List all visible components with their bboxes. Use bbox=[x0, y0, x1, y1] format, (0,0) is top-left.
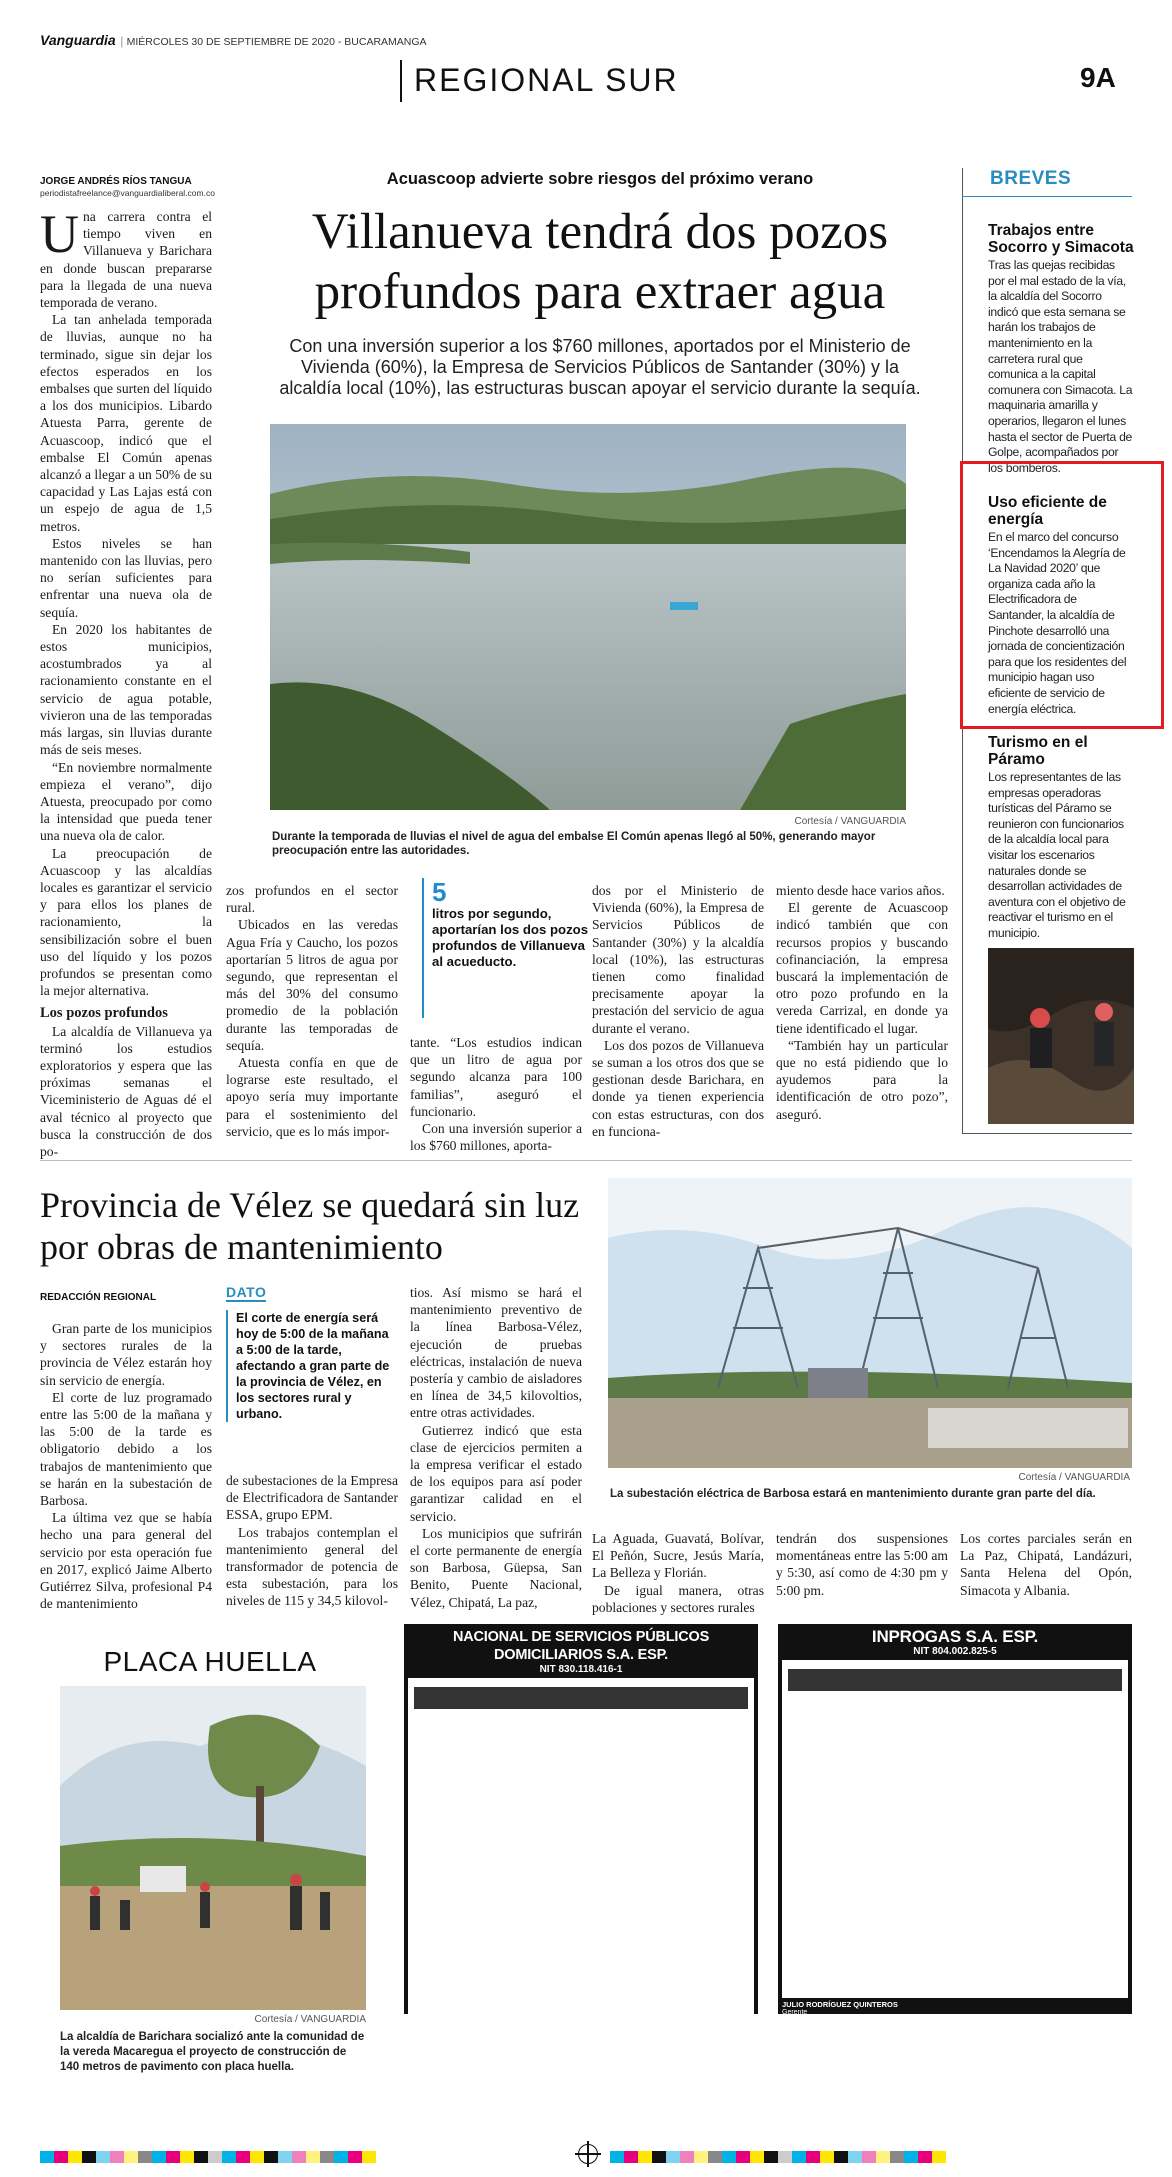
paragraph: El gerente de Acuascoop indicó también que con recursos propios y buscando cofinanciación, la empresa buscará la implementación de otro pozo profundo en la vereda Carrizal, en donde ya tiene identificado el lugar. bbox=[776, 900, 948, 1036]
registration-mark bbox=[578, 2144, 598, 2164]
main-article-col3 bbox=[410, 1034, 582, 1154]
kicker: Acuascoop advierte sobre riesgos del próximo verano bbox=[386, 170, 814, 188]
main-article-col1 bbox=[40, 204, 212, 1160]
paragraph: “También hay un particular que no está pidiendo que lo ayudemos para la identificación de otro pozo”, aseguró. bbox=[776, 1037, 948, 1122]
second-article-col4 bbox=[592, 1530, 764, 1616]
second-byline: REDACCIÓN REGIONAL bbox=[40, 1292, 157, 1303]
paragraph: El corte de luz programado entre las 5:00 de la mañana y las 5:00 de la tarde es obligatorio debido a los trabajos de mantenimiento que se harán en la subestación de Barbosa. bbox=[40, 1389, 212, 1509]
paragraph: Los trabajos contemplan el mantenimiento general del transformador de potencia de esta subestación, para los niveles de 115 y 34,5 kilovol- bbox=[226, 1524, 398, 1609]
main-article-col4 bbox=[592, 882, 764, 1140]
ad-company-name: INPROGAS S.A. ESP. bbox=[871, 1627, 1039, 1646]
deck: Con una inversión superior a los $760 millones, aportados por el Ministerio de Vivienda (60%), la Empresa de Servicios Públicos de Santander (30%) y la alcaldía local (10%), las estructuras buscan apoyar el servicio durante la sequía. bbox=[279, 336, 921, 398]
main-article-col2 bbox=[226, 882, 398, 1140]
factoid-text: litros por segundo, aportarían los dos pozos profundos de Villanueva al acueducto. bbox=[432, 906, 589, 969]
second-article-col2 bbox=[226, 1472, 398, 1610]
lake-photo bbox=[270, 424, 906, 810]
ad-tariff-body bbox=[408, 1678, 754, 2016]
paragraph: tendrán dos suspensiones momentáneas entre las 5:00 am y 5:30, así como de 4:30 pm y 5:00 pm. bbox=[776, 1531, 948, 1598]
substation-photo-caption: La subestación eléctrica de Barbosa estará en mantenimiento durante gran parte del día. bbox=[610, 1488, 1096, 1500]
paragraph: zos profundos en el sector rural. bbox=[226, 883, 398, 916]
factoid-box bbox=[422, 878, 590, 1018]
lake-illustration bbox=[270, 424, 906, 810]
cave-illustration bbox=[988, 948, 1134, 1124]
paragraph: La tan anhelada temporada de lluvias, aunque no ha terminado, sigue sin dejar los efectos esperados en los embalses que surten del líquido a los dos municipios. Libardo Atuesta Parra, gerente de Acuascoop, indicó que el embalse El Común apenas alcanzó a llegar a un 50% de su capacidad y Las Lajas está con un espejo de agua de 1,5 metros. bbox=[40, 312, 212, 534]
paragraph: Los municipios que sufrirán el corte permanente de energía son Barbosa, Güepsa, San Benito, Puente Nacional, Vélez, Chipatá, La paz, bbox=[410, 1525, 582, 1610]
paragraph: La última vez que se había hecho una para general del servicio por esta operación fue en 2017, explicó Jaime Alberto Gutiérrez Silva, profesional P4 de mantenimiento bbox=[40, 1510, 212, 1612]
placa-photo-credit: Cortesía / VANGUARDIA bbox=[254, 2014, 366, 2025]
breve-item bbox=[988, 734, 1134, 942]
paragraph: de subestaciones de la Empresa de Electrificadora de Santander ESSA, grupo EPM. bbox=[226, 1473, 398, 1523]
tariff-table bbox=[788, 1669, 1122, 1691]
second-article-col5 bbox=[776, 1530, 948, 1599]
paragraph: Gran parte de los municipios y sectores rurales de la provincia de Vélez estarán hoy sin servicio de energía. bbox=[40, 1321, 212, 1388]
headline: Villanueva tendrá dos pozos profundos para extraer agua bbox=[311, 204, 889, 320]
paragraph: tios. Así mismo se hará el mantenimiento preventivo de la línea Barbosa-Vélez, ejecución de pruebas eléctricas, instalación de nueva postería y cambio de aisladores en línea de 34,5 kilovoltios, entre otras actividades. bbox=[410, 1285, 582, 1421]
paragraph: Una carrera contra el tiempo viven en Villanueva y Barichara en donde buscan prepararse para la llegada de una nueva temporada de verano. bbox=[40, 204, 212, 311]
paragraph: “En noviembre normalmente empieza el verano”, dijo Atuesta, preocupado por como la intensidad que pueda tener una nueva ola de calor. bbox=[40, 759, 212, 844]
author-email: periodistafreelance@vanguardialiberal.com.co bbox=[40, 188, 215, 198]
breve-item bbox=[988, 494, 1134, 717]
paragraph: La Aguada, Guavatá, Bolívar, El Peñón, Sucre, Jesús María, La Belleza y Florián. bbox=[592, 1531, 764, 1581]
second-article-col3 bbox=[410, 1284, 582, 1611]
paragraph: La preocupación de Acuascoop y las alcaldías locales es garantizar el servicio y para ellos los planes de racionamiento, la sensibilización sobre el buen uso del líquido y los pozos profundos se presentan como la mejor alternativa. bbox=[40, 845, 212, 999]
paragraph: Atuesta confía en que de lograrse este resultado, el apoyo sería muy importante para el sostenimiento del servicio, que es lo más impor- bbox=[226, 1055, 398, 1139]
ad-company-name: NACIONAL DE SERVICIOS PÚBLICOS DOMICILIARIOS S.A. ESP. bbox=[452, 1629, 710, 1663]
brand-logo: Vanguardia bbox=[40, 32, 116, 48]
section-divider bbox=[400, 60, 402, 102]
paragraph: tante. “Los estudios indican que un litro de agua por segundo alcanza para 100 familias”, aseguró el funcionario. bbox=[410, 1035, 582, 1119]
breve-title: Uso eficiente de energía bbox=[988, 494, 1107, 528]
ad-inprogas bbox=[778, 1624, 1132, 2014]
second-article-col6 bbox=[960, 1530, 1132, 1599]
ad-signer-role: Presidente bbox=[408, 2027, 442, 2034]
second-article-col1 bbox=[40, 1320, 212, 1612]
section-title: REGIONAL SUR bbox=[414, 62, 679, 98]
dato-label: DATO bbox=[226, 1284, 267, 1300]
subhead: Los pozos profundos bbox=[40, 1005, 168, 1022]
section-rule bbox=[40, 1160, 1132, 1161]
ad-signer-role: Gerente bbox=[782, 2009, 808, 2016]
ad-nacional bbox=[404, 1624, 758, 2034]
breve-text: En el marco del concurso ‘Encendamos la Alegría de La Navidad 2020’ que organiza cada año la Electrificadora de Santander, la alcaldía de Pinchote desarrolló una jornada de concientización para que los residentes del municipio hagan uso eficiente de servicio de energía eléctrica. bbox=[988, 530, 1127, 716]
lake-photo-credit: Cortesía / VANGUARDIA bbox=[794, 816, 906, 827]
author-name: JORGE ANDRÉS RÍOS TANGUA bbox=[40, 176, 192, 187]
breves-bottom-rule bbox=[962, 1133, 1132, 1134]
paragraph: Ubicados en las veredas Agua Fría y Caucho, los pozos aportarían 5 litros de agua por segundo, que representan el más del 30% del consumo promedio de la población durante las temporadas de sequía. bbox=[226, 917, 398, 1053]
paragraph: Estos niveles se han mantenido con las lluvias, pero no serían suficientes para enfrentar una nueva ola de sequía. bbox=[40, 535, 212, 620]
substation-illustration bbox=[608, 1178, 1132, 1468]
placa-photo bbox=[60, 1686, 366, 2010]
masthead: Vanguardia | MIÉRCOLES 30 DE SEPTIEMBRE DE 2020 - BUCARAMANGA bbox=[40, 32, 427, 48]
lake-photo-caption: Durante la temporada de lluvias el nivel de agua del embalse El Común apenas llegó al 50%, generando mayor preocupación entre las autoridades. bbox=[272, 831, 876, 857]
paragraph: miento desde hace varios años. bbox=[776, 883, 945, 898]
paragraph: Con una inversión superior a los $760 millones, aporta- bbox=[410, 1121, 582, 1154]
dato-text: El corte de energía será hoy de 5:00 de la mañana a 5:00 de la tarde, afectando a gran parte de la provincia de Vélez, en los sectores rural y urbano. bbox=[226, 1310, 398, 1422]
paragraph: Los cortes parciales serán en La Paz, Chipatá, Landázuri, Santa Helena del Opón, Simacota y Albania. bbox=[960, 1531, 1132, 1598]
second-headline: Provincia de Vélez se quedará sin luz por obras de mantenimiento bbox=[40, 1185, 580, 1267]
page-number: 9A bbox=[1080, 62, 1116, 93]
substation-photo bbox=[608, 1178, 1132, 1468]
ad-signer: JULIO RODRÍGUEZ QUINTEROS bbox=[782, 2000, 898, 2009]
breves-header: BREVES bbox=[990, 168, 1072, 189]
factoid-number: 5 bbox=[432, 877, 447, 907]
road-meeting-illustration bbox=[60, 1686, 366, 2010]
substation-photo-credit: Cortesía / VANGUARDIA bbox=[1018, 1472, 1130, 1483]
ad-nit: NIT 830.118.416-1 bbox=[539, 1664, 623, 1675]
breve-item bbox=[988, 222, 1134, 476]
breve-title: Trabajos entre Socorro y Simacota bbox=[988, 222, 1134, 256]
masthead-date: MIÉRCOLES 30 DE SEPTIEMBRE DE 2020 - BUCARAMANGA bbox=[126, 36, 427, 48]
tariff-table bbox=[414, 1687, 748, 1709]
ad-nit: NIT 804.002.825-5 bbox=[913, 1646, 997, 1657]
paragraph: dos por el Ministerio de Vivienda (60%), la Empresa de Servicios Públicos de Santander (30%) y la alcaldía local (10%), las estructuras tienen como finalidad precisamente apoyar la prestación del servicio de agua durante el verano. bbox=[592, 883, 764, 1036]
paragraph: Gutierrez indicó que esta clase de ejercicios permiten a la empresa verificar el estado de los equipos para así poder garantizar calidad en el servicio. bbox=[410, 1422, 582, 1524]
dato-box bbox=[226, 1284, 398, 1422]
print-color-bar-left bbox=[40, 2150, 376, 2162]
breves-header-rule bbox=[962, 196, 1132, 197]
main-article-col5 bbox=[776, 882, 948, 1123]
print-color-bar-right bbox=[610, 2150, 946, 2162]
breve-text: Tras las quejas recibidas por el mal estado de la vía, la alcaldía del Socorro indicó que esta semana se harán los trabajos de mantenimiento en la carretera rural que comunica a la capital comunera con Simacota. La maquinaria amarilla y operarios, llegaron el lunes hasta el sector de Puerta de Golpe, acompañados por los bomberos. bbox=[988, 258, 1133, 475]
paragraph: En 2020 los habitantes de estos municipios, acostumbrados ya al racionamiento constante en el servicio de agua potable, vivieron una de las temporadas más largas, sin lluvias durante más de seis meses. bbox=[40, 621, 212, 758]
breve-text: Los representantes de las empresas operadoras turísticas del Páramo se reunieron con funcionarios de la alcaldía local para visitar los escenarios naturales donde se desarrollan actividades de aventura con el objetivo de reactivar el turismo en el municipio. bbox=[988, 770, 1126, 940]
ad-tariff-body bbox=[782, 1660, 1128, 1998]
paragraph: Los dos pozos de Villanueva se suman a los otros dos que se gestionan desde Barichara, en donde ya tienen experiencia con estas estructuras, con dos en funciona- bbox=[592, 1037, 764, 1139]
paragraph: La alcaldía de Villanueva ya terminó los estudios exploratorios y espera que las próximas semanas el Viceministerio de Aguas dé el aval técnico al proyecto que busca la construcción de dos po- bbox=[40, 1023, 212, 1159]
paragraph: De igual manera, otras poblaciones y sectores rurales bbox=[592, 1582, 764, 1615]
paramo-photo bbox=[988, 948, 1134, 1124]
breve-title: Turismo en el Páramo bbox=[988, 734, 1088, 768]
ad-signer: ELIZABETH MARCELO CASAS bbox=[408, 2018, 519, 2027]
placa-title: PLACA HUELLA bbox=[103, 1646, 317, 1677]
placa-caption: La alcaldía de Barichara socializó ante la comunidad de la vereda Macaregua el proyecto de construcción de 140 metros de pavimento con placa huella. bbox=[60, 2031, 365, 2073]
